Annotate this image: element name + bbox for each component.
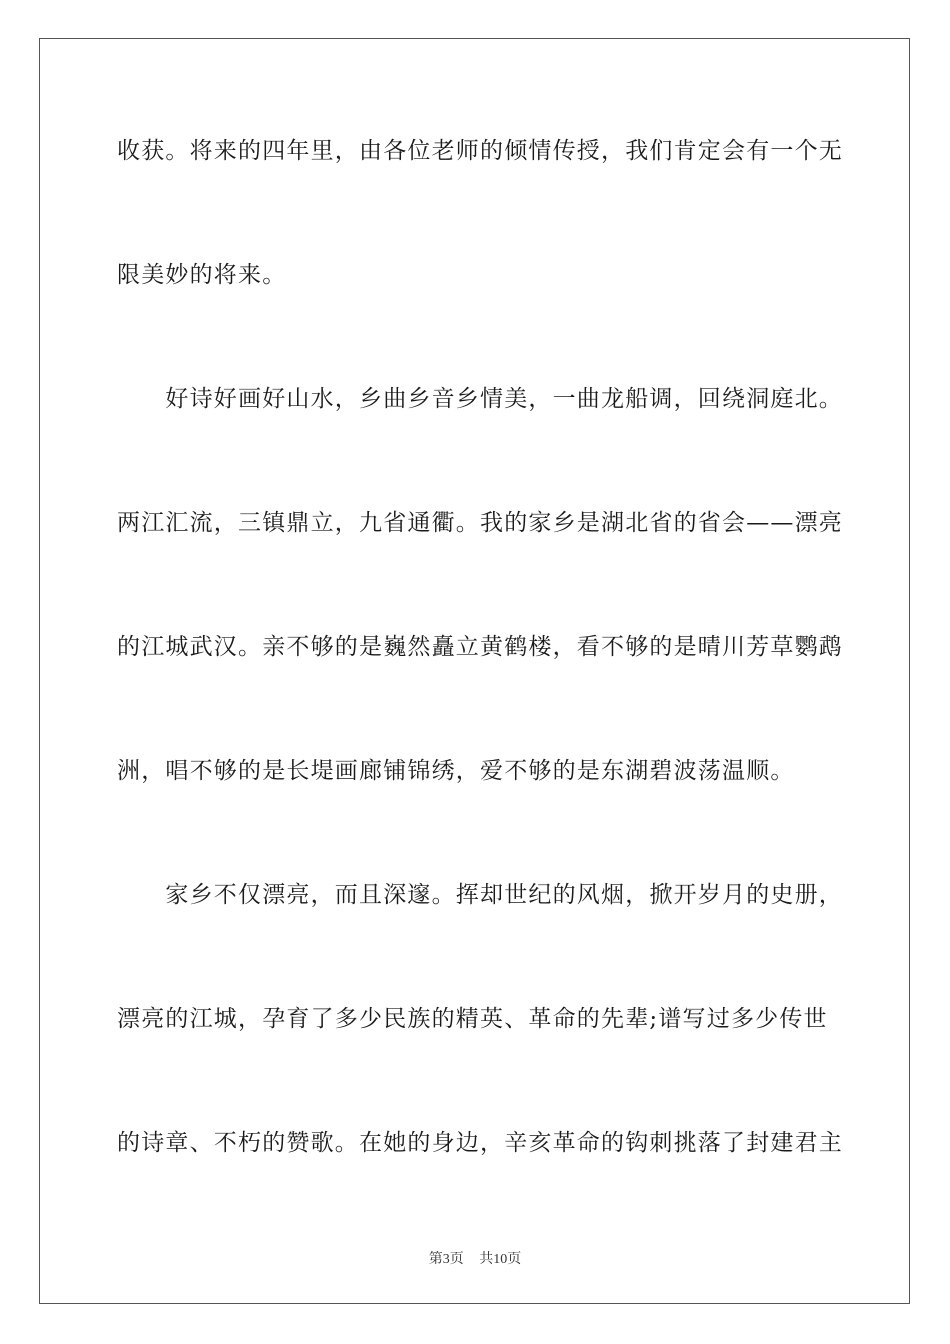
text-line-9: 的诗章、不朽的赞歌。在她的身边，辛亥革命的钩刺挑落了封建君主 (117, 1130, 843, 1156)
text-line-3: 好诗好画好山水，乡曲乡音乡情美，一曲龙船调，回绕洞庭北。 (117, 386, 843, 412)
text-line-5: 的江城武汉。亲不够的是巍然矗立黄鹤楼，看不够的是晴川芳草鹦鹉 (117, 634, 843, 660)
text-line-8: 漂亮的江城，孕育了多少民族的精英、革命的先辈;谱写过多少传世 (117, 1006, 828, 1032)
page-footer (0, 1248, 950, 1268)
page-border (39, 38, 910, 1304)
page-number: 第3页 (428, 1252, 464, 1267)
text-line-1: 收获。将来的四年里，由各位老师的倾情传授，我们肯定会有一个无 (117, 138, 843, 164)
page-total: 共10页 (479, 1252, 522, 1267)
text-line-6: 洲，唱不够的是长堤画廊铺锦绣，爱不够的是东湖碧波荡温顺。 (117, 758, 795, 784)
text-line-2: 限美妙的将来。 (117, 262, 287, 288)
text-line-4: 两江汇流，三镇鼎立，九省通衢。我的家乡是湖北省的省会——漂亮 (117, 510, 843, 536)
text-line-7: 家乡不仅漂亮，而且深邃。挥却世纪的风烟，掀开岁月的史册， (117, 882, 843, 908)
